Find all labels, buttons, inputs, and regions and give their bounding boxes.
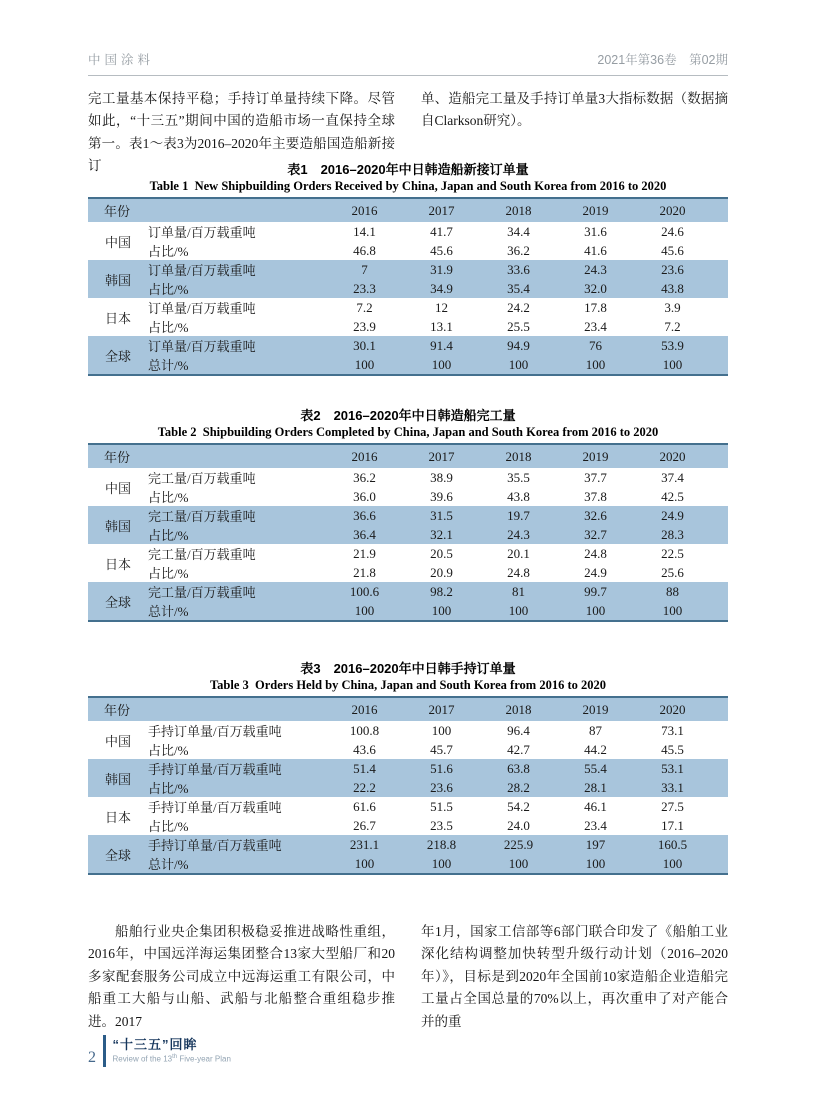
value-cell: 218.8: [403, 835, 480, 854]
year-cell: 2019: [557, 444, 634, 468]
value-cell: 225.9: [480, 835, 557, 854]
value-cell: 43.8: [634, 279, 711, 298]
value-cell: 36.4: [326, 525, 403, 544]
metric-cell: 订单量/百万载重吨: [148, 225, 256, 240]
value-cell: 39.6: [430, 488, 453, 504]
metric-cell: 总计/%: [148, 355, 326, 375]
body-right-column: 年1月，国家工信部等6部门联合印发了《船舶工业深化结构调整加快转型升级行动计划（2016–2020年）》，目标是到2020年全国前10家造船企业造船完工量占全国总量的70%以上，再次重申了对产能合并的重: [421, 924, 728, 1029]
value-cell: 28.3: [634, 525, 711, 544]
value-cell: 37.4: [661, 469, 684, 485]
value-cell: 34.9: [403, 279, 480, 298]
table1-block: [88, 162, 728, 376]
value-cell: 38.9: [430, 469, 453, 485]
value-cell: 100.8: [349, 722, 380, 738]
value-cell: 28.2: [480, 778, 557, 797]
value-cell: 17.1: [661, 817, 684, 833]
value-cell: 23.6: [634, 260, 711, 279]
metric-cell: 订单量/百万载重吨: [148, 260, 326, 279]
value-cell: 25.5: [507, 318, 530, 334]
value-cell: 31.9: [403, 260, 480, 279]
value-cell: 32.6: [557, 506, 634, 525]
value-cell: 22.5: [661, 545, 684, 561]
row-spacer: [711, 279, 728, 298]
value-cell: 24.8: [507, 564, 530, 580]
value-cell: 25.6: [661, 564, 684, 580]
value-cell: 31.5: [403, 506, 480, 525]
value-cell: 100: [431, 722, 452, 738]
value-cell: 13.1: [430, 318, 453, 334]
value-cell: 27.5: [661, 798, 684, 814]
value-cell: 3.9: [664, 299, 681, 315]
metric-cell: 占比/%: [148, 743, 189, 758]
row-spacer: [711, 778, 728, 797]
value-cell: 100: [634, 601, 711, 621]
value-cell: 100: [326, 355, 403, 375]
value-cell: 41.6: [584, 242, 607, 258]
year-cell: 2017: [403, 697, 480, 721]
table1: [88, 197, 728, 376]
row-spacer: [711, 816, 728, 835]
value-cell: 46.1: [584, 798, 607, 814]
table-row: [88, 222, 728, 241]
value-cell: 100: [480, 601, 557, 621]
value-cell: 100: [480, 854, 557, 874]
row-spacer: [711, 260, 728, 279]
value-cell: 19.7: [480, 506, 557, 525]
metric-cell: 完工量/百万载重吨: [148, 506, 326, 525]
country-cell: 韩国: [88, 759, 148, 797]
row-spacer: [711, 582, 728, 601]
table-row: [88, 506, 728, 525]
table-row: [88, 525, 728, 544]
value-cell: 24.0: [507, 817, 530, 833]
value-cell: 53.9: [634, 336, 711, 355]
row-spacer: [711, 759, 728, 778]
table-row: [88, 487, 728, 506]
value-cell: 87: [589, 722, 603, 738]
row-spacer: [711, 241, 728, 260]
value-cell: 81: [480, 582, 557, 601]
intro-right-column: 单、造船完工量及手持订单量3大指标数据（数据摘自Clarkson研究）。: [421, 91, 728, 129]
value-cell: 45.6: [661, 242, 684, 258]
table1-title-zh: 表1 2016–2020年中日韩造船新接订单量: [287, 162, 529, 177]
value-cell: 94.9: [480, 336, 557, 355]
row-spacer: [711, 487, 728, 506]
row-spacer: [711, 563, 728, 582]
table-header-row: [88, 697, 728, 721]
value-cell: 37.8: [584, 488, 607, 504]
footer-section-subtitle: [113, 1052, 231, 1065]
value-cell: 100: [403, 854, 480, 874]
table-header-row: [88, 198, 728, 222]
value-cell: 100: [634, 854, 711, 874]
year-header-cell: 年份: [88, 444, 326, 468]
row-spacer: [711, 740, 728, 759]
value-cell: 45.7: [430, 741, 453, 757]
value-cell: 51.4: [326, 759, 403, 778]
value-cell: 7.2: [356, 299, 373, 315]
metric-cell: 占比/%: [148, 490, 189, 505]
row-spacer: [711, 444, 728, 468]
table-row: [88, 759, 728, 778]
issue-info: 2021年第36卷 第02期: [597, 53, 728, 67]
value-cell: 91.4: [403, 336, 480, 355]
row-spacer: [711, 525, 728, 544]
country-cell: 韩国: [88, 506, 148, 544]
metric-cell: 手持订单量/百万载重吨: [148, 835, 326, 854]
value-cell: 53.1: [634, 759, 711, 778]
row-spacer: [711, 544, 728, 563]
year-cell: 2016: [326, 697, 403, 721]
value-cell: 12: [435, 299, 449, 315]
year-cell: 2020: [634, 198, 711, 222]
year-cell: 2018: [480, 444, 557, 468]
value-cell: 100: [403, 355, 480, 375]
year-cell: 2016: [326, 198, 403, 222]
country-cell: 全球: [88, 835, 148, 874]
value-cell: 23.4: [584, 318, 607, 334]
value-cell: 30.1: [326, 336, 403, 355]
year-header-cell: 年份: [88, 697, 326, 721]
value-cell: 21.8: [353, 564, 376, 580]
table2: [88, 443, 728, 622]
value-cell: 36.2: [507, 242, 530, 258]
year-cell: 2019: [557, 697, 634, 721]
value-cell: 100: [326, 601, 403, 621]
value-cell: 22.2: [326, 778, 403, 797]
value-cell: 45.5: [661, 741, 684, 757]
value-cell: 14.1: [353, 223, 376, 239]
metric-cell: 占比/%: [148, 778, 326, 797]
row-spacer: [711, 697, 728, 721]
year-cell: 2017: [403, 198, 480, 222]
value-cell: 88: [634, 582, 711, 601]
row-spacer: [711, 506, 728, 525]
value-cell: 100: [557, 854, 634, 874]
year-cell: 2016: [326, 444, 403, 468]
metric-cell: 占比/%: [148, 525, 326, 544]
value-cell: 24.6: [661, 223, 684, 239]
value-cell: 43.8: [507, 488, 530, 504]
value-cell: 42.5: [661, 488, 684, 504]
running-header: [88, 50, 728, 76]
footer-section-title: “十三五”回眸: [112, 1037, 198, 1052]
metric-cell: 占比/%: [148, 320, 189, 335]
table-row: [88, 544, 728, 563]
value-cell: 41.7: [430, 223, 453, 239]
journal-name: 中国涂料: [88, 53, 155, 67]
value-cell: 24.3: [557, 260, 634, 279]
value-cell: 160.5: [634, 835, 711, 854]
value-cell: 100: [557, 355, 634, 375]
table-row: [88, 816, 728, 835]
value-cell: 73.1: [661, 722, 684, 738]
value-cell: 100: [480, 355, 557, 375]
metric-cell: 总计/%: [148, 601, 326, 621]
year-cell: 2018: [480, 198, 557, 222]
year-cell: 2020: [634, 697, 711, 721]
value-cell: 44.2: [584, 741, 607, 757]
table3-title-zh: 表3 2016–2020年中日韩手持订单量: [300, 661, 516, 676]
value-cell: 23.9: [353, 318, 376, 334]
page-footer: [88, 1035, 231, 1067]
value-cell: 7: [326, 260, 403, 279]
value-cell: 43.6: [353, 741, 376, 757]
row-spacer: [711, 797, 728, 816]
value-cell: 100.6: [326, 582, 403, 601]
value-cell: 46.8: [353, 242, 376, 258]
value-cell: 20.9: [430, 564, 453, 580]
value-cell: 36.2: [353, 469, 376, 485]
country-cell: 全球: [88, 582, 148, 621]
row-spacer: [711, 721, 728, 740]
body-left-column: 船舶行业央企集团积极稳妥推进战略性重组，2016年，中国远洋海运集团整合13家大型船厂和20多家配套服务公司成立中远海运重工有限公司，中船重工大船与山船、武船与北船整合重组稳步推进。2017: [88, 924, 395, 1029]
value-cell: 32.1: [403, 525, 480, 544]
table1-title-en: Table 1 New Shipbuilding Orders Received by China, Japan and South Korea from 2016 to 2020: [149, 179, 667, 193]
table-row: [88, 797, 728, 816]
value-cell: 17.8: [584, 299, 607, 315]
year-cell: 2020: [634, 444, 711, 468]
page-number: 2: [88, 1048, 96, 1066]
metric-cell: 订单量/百万载重吨: [148, 301, 256, 316]
table-row: [88, 601, 728, 621]
value-cell: 24.3: [480, 525, 557, 544]
value-cell: 26.7: [353, 817, 376, 833]
row-spacer: [711, 198, 728, 222]
row-spacer: [711, 355, 728, 375]
table-header-row: [88, 444, 728, 468]
year-header-cell: 年份: [88, 198, 326, 222]
value-cell: 100: [634, 355, 711, 375]
metric-cell: 手持订单量/百万载重吨: [148, 759, 326, 778]
value-cell: 34.4: [507, 223, 530, 239]
value-cell: 100: [403, 601, 480, 621]
metric-cell: 占比/%: [148, 819, 189, 834]
metric-cell: 手持订单量/百万载重吨: [148, 800, 282, 815]
table2-title-zh: 表2 2016–2020年中日韩造船完工量: [300, 408, 516, 423]
value-cell: 24.8: [584, 545, 607, 561]
year-cell: 2017: [403, 444, 480, 468]
country-cell: 全球: [88, 336, 148, 375]
value-cell: 33.1: [634, 778, 711, 797]
value-cell: 31.6: [584, 223, 607, 239]
table3-block: [88, 661, 728, 875]
value-cell: 98.2: [403, 582, 480, 601]
table-row: [88, 468, 728, 487]
value-cell: 51.6: [403, 759, 480, 778]
country-cell: 中国: [104, 234, 131, 250]
row-spacer: [711, 835, 728, 854]
value-cell: 21.9: [353, 545, 376, 561]
table-row: [88, 854, 728, 874]
value-cell: 35.5: [507, 469, 530, 485]
value-cell: 24.2: [507, 299, 530, 315]
value-cell: 23.3: [326, 279, 403, 298]
value-cell: 28.1: [557, 778, 634, 797]
value-cell: 231.1: [326, 835, 403, 854]
value-cell: 23.4: [584, 817, 607, 833]
value-cell: 24.9: [634, 506, 711, 525]
table2-block: [88, 408, 728, 622]
country-cell: 韩国: [88, 260, 148, 298]
value-cell: 24.9: [584, 564, 607, 580]
body-text-block: [88, 921, 728, 1033]
value-cell: 32.0: [557, 279, 634, 298]
table-row: [88, 260, 728, 279]
table-row: [88, 582, 728, 601]
value-cell: 96.4: [507, 722, 530, 738]
metric-cell: 占比/%: [148, 566, 189, 581]
value-cell: 20.5: [430, 545, 453, 561]
value-cell: 63.8: [480, 759, 557, 778]
metric-cell: 占比/%: [148, 244, 189, 259]
year-cell: 2019: [557, 198, 634, 222]
value-cell: 35.4: [480, 279, 557, 298]
row-spacer: [711, 854, 728, 874]
footer-subtitle-post: Five-year Plan: [177, 1054, 231, 1064]
table3-title-en: Table 3 Orders Held by China, Japan and South Korea from 2016 to 2020: [209, 678, 606, 692]
intro-left-column: 完工量基本保持平稳；手持订单量持续下降。尽管如此，“十三五”期间中国的造船市场一直保持全球第一。表1～表3为2016–2020年主要造船国造船新接订: [88, 91, 395, 174]
table-row: [88, 241, 728, 260]
footer-accent-bar: [103, 1035, 106, 1067]
table3: [88, 696, 728, 875]
value-cell: 20.1: [507, 545, 530, 561]
value-cell: 100: [326, 854, 403, 874]
table-row: [88, 336, 728, 355]
value-cell: 54.2: [507, 798, 530, 814]
metric-cell: 手持订单量/百万载重吨: [148, 724, 282, 739]
footer-text: [113, 1035, 231, 1067]
table-row: [88, 778, 728, 797]
value-cell: 36.6: [326, 506, 403, 525]
value-cell: 23.6: [403, 778, 480, 797]
country-cell: 中国: [104, 733, 131, 749]
country-cell: 中国: [104, 480, 131, 496]
row-spacer: [711, 298, 728, 317]
metric-cell: 完工量/百万载重吨: [148, 547, 256, 562]
metric-cell: 订单量/百万载重吨: [148, 336, 326, 355]
footer-subtitle-sup: th: [172, 1054, 178, 1060]
value-cell: 197: [557, 835, 634, 854]
value-cell: 42.7: [507, 741, 530, 757]
row-spacer: [711, 468, 728, 487]
metric-cell: 完工量/百万载重吨: [148, 471, 256, 486]
value-cell: 51.5: [430, 798, 453, 814]
metric-cell: 占比/%: [148, 279, 326, 298]
value-cell: 55.4: [557, 759, 634, 778]
value-cell: 76: [557, 336, 634, 355]
value-cell: 61.6: [353, 798, 376, 814]
value-cell: 36.0: [353, 488, 376, 504]
value-cell: 100: [557, 601, 634, 621]
footer-subtitle-pre: Review of the 13: [112, 1054, 173, 1064]
value-cell: 37.7: [584, 469, 607, 485]
metric-cell: 完工量/百万载重吨: [148, 582, 326, 601]
value-cell: 7.2: [664, 318, 681, 334]
year-cell: 2018: [480, 697, 557, 721]
value-cell: 99.7: [557, 582, 634, 601]
value-cell: 33.6: [480, 260, 557, 279]
table-row: [88, 721, 728, 740]
metric-cell: 总计/%: [148, 854, 326, 874]
table-row: [88, 563, 728, 582]
row-spacer: [711, 317, 728, 336]
row-spacer: [711, 222, 728, 241]
row-spacer: [711, 601, 728, 621]
table-row: [88, 835, 728, 854]
value-cell: 32.7: [557, 525, 634, 544]
table-row: [88, 298, 728, 317]
country-cell: 日本: [104, 809, 131, 825]
table2-title-en: Table 2 Shipbuilding Orders Completed by China, Japan and South Korea from 2016 to 2020: [157, 425, 659, 439]
country-cell: 日本: [104, 310, 131, 326]
table-row: [88, 279, 728, 298]
table-row: [88, 355, 728, 375]
table-row: [88, 317, 728, 336]
country-cell: 日本: [104, 556, 131, 572]
value-cell: 45.6: [430, 242, 453, 258]
value-cell: 23.5: [430, 817, 453, 833]
table-row: [88, 740, 728, 759]
row-spacer: [711, 336, 728, 355]
